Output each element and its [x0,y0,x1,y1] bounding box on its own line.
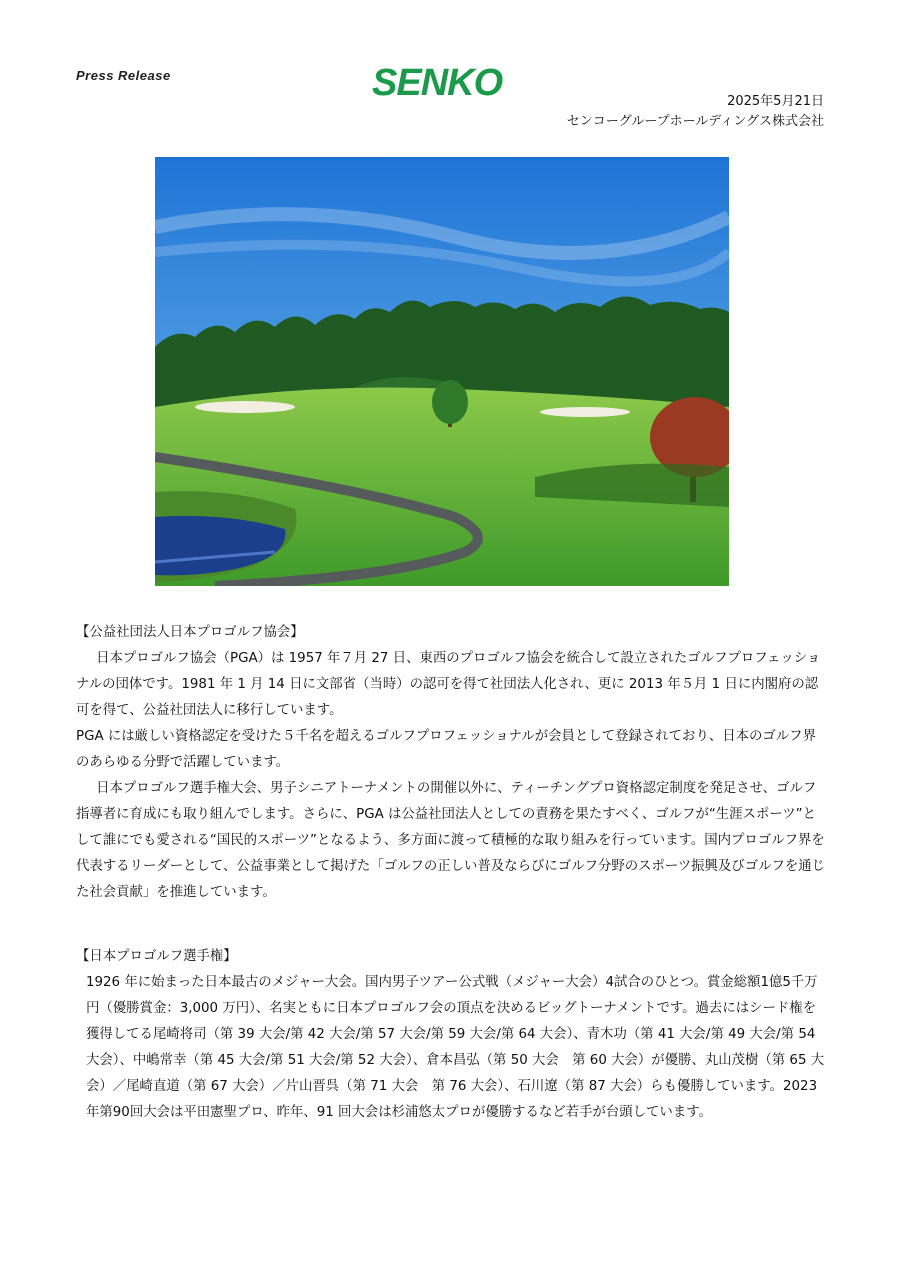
section-pga [76,620,828,906]
press-release-label: Press Release [76,68,171,83]
senko-logo: SENKO [372,62,503,104]
release-date: 2025年5月21日 [727,94,824,109]
section-heading: 【日本プロゴルフ選手権】 [76,949,237,964]
section-heading: 【公益社団法人日本プロゴルフ協会】 [76,625,304,640]
paragraph: 日本プロゴルフ協会（PGA）は 1957 年７月 27 日、東西のプロゴルフ協会を統合して設立されたゴルフプロフェッショナルの団体です。1981 年 1 月 14 日に文部省（当時）の認可を得て社団法人化され、更に 2013 年５月 1 日に内閣府の認可を得て、公益社団法人に移行しています。 [76,651,821,718]
bunker-left [195,401,295,413]
company-name: センコーグループホールディングス株式会社 [566,114,824,129]
bunker-right [540,407,630,417]
paragraph: PGA には厳しい資格認定を受けた５千名を超えるゴルフプロフェッショナルが会員として登録されており、日本のゴルフ界のあらゆる分野で活躍しています。 [76,729,816,770]
golf-course-photo [155,157,729,586]
center-tree [432,380,468,424]
paragraph: 1926 年に始まった日本最古のメジャー大会。国内男子ツアー公式戦（メジャー大会）4試合のひとつ。賞金総額1億5千万円（優勝賞金：3,000 万円）、名実ともに日本プロゴルフ会の頂点を決めるビッグトーナメントです。過去にはシード権を獲得してる尾崎将司（第 39 大会/第 42 大会/第 57 大会/第 59 大会/第 64 大会）、青木功（第 41 大会/第 49 大会/第 54 大会）、中嶋常幸（第 45 大会/第 51 大会/第 52 大会）、倉本昌弘（第 50 大会 第 60 大会）が優勝、丸山茂樹（第 65 大会）／尾崎直道（第 67 大会）／片山晋呉（第 71 大会 第 76 大会）、石川遼（第 87 大会）らも優勝しています。2023 年第90回大会は平田憲聖プロ、昨年、91 回大会は杉浦悠太プロが優勝するなど若手が台頭しています。 [86,975,825,1120]
section-championship [76,944,828,1126]
paragraph: 日本プロゴルフ選手権大会、男子シニアトーナメントの開催以外に、ティーチングプロ資格認定制度を発足させ、ゴルフ指導者に育成にも取り組んでします。さらに、PGA は公益社団法人としての責務を果たすべく、ゴルフが“生涯スポーツ”として誰にでも愛される“国民的スポーツ”となるよう、多方面に渡って積極的な取り組みを行っています。国内プロゴルフ界を代表するリーダーとして、公益事業として掲げた「ゴルフの正しい普及ならびにゴルフ分野のスポーツ振興及びゴルフを通じた社会貢献」を推進しています。 [76,781,826,900]
